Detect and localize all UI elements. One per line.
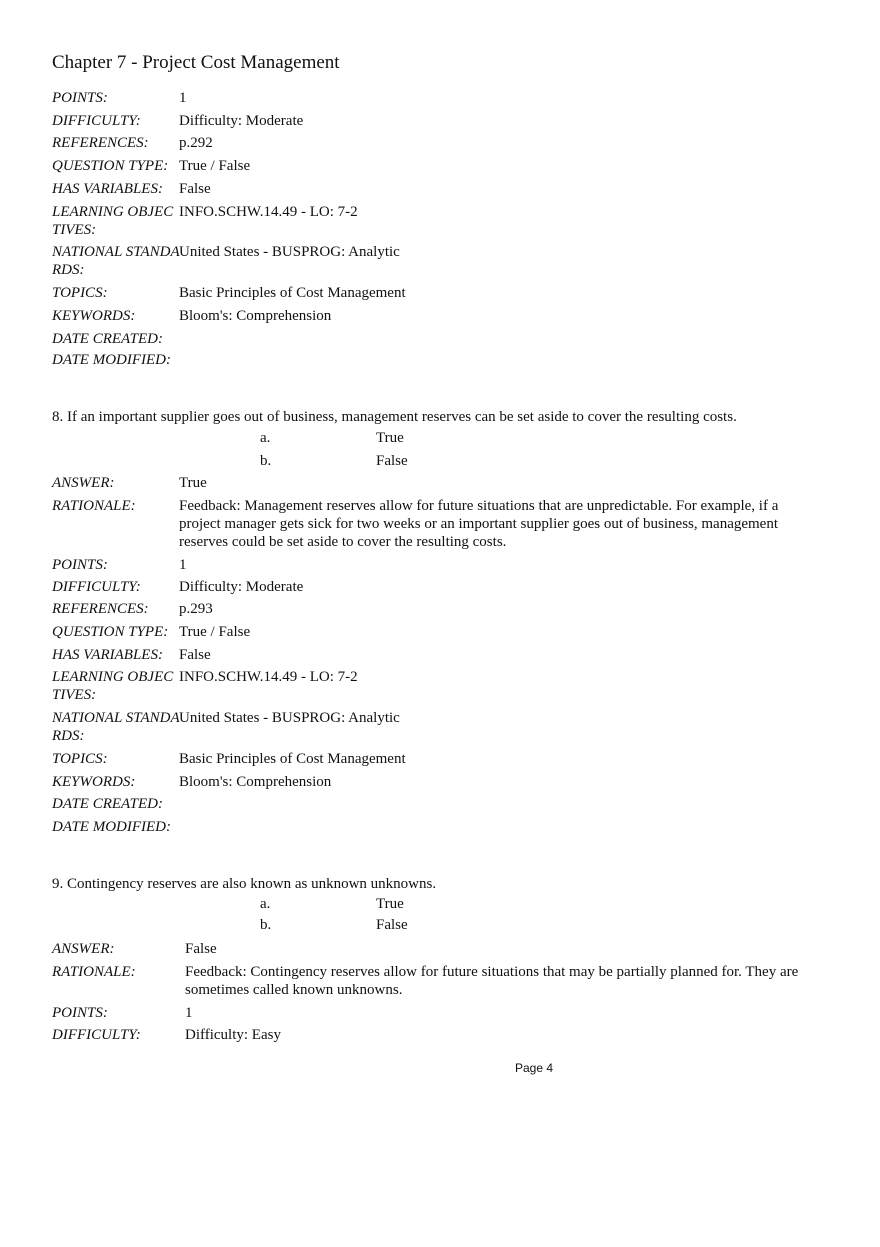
choice-text: False [376, 917, 408, 933]
rationale-value: Feedback: Management reserves allow for future situations that are unpredictable. For example, if a project manager gets sick for two weeks or an important supplier goes out of business, management reserves could be set aside to cover the resulting costs. [179, 498, 779, 550]
points-label: POINTS: [52, 1005, 108, 1021]
keywords-label: KEYWORDS: [52, 774, 136, 790]
topics-label: TOPICS: [52, 285, 108, 301]
references-label: REFERENCES: [52, 135, 149, 151]
learning-objectives-label: LEARNING OBJECTIVES: [52, 204, 174, 238]
topics-value: Basic Principles of Cost Management [179, 751, 406, 767]
learning-objectives-label: LEARNING OBJECTIVES: [52, 669, 174, 703]
has-variables-value: False [179, 181, 211, 197]
page-number: Page 4 [514, 1061, 554, 1075]
national-standards-value: United States - BUSPROG: Analytic [179, 244, 400, 260]
references-label: REFERENCES: [52, 601, 149, 617]
difficulty-label: DIFFICULTY: [52, 579, 141, 595]
keywords-label: KEYWORDS: [52, 308, 136, 324]
question-type-value: True / False [179, 624, 251, 640]
answer-label: ANSWER: [52, 941, 115, 957]
choice-text: True [376, 896, 404, 912]
choice-letter: b. [260, 917, 272, 933]
has-variables-label: HAS VARIABLES: [52, 647, 163, 663]
learning-objectives-value: INFO.SCHW.14.49 - LO: 7-2 [179, 669, 358, 685]
has-variables-value: False [179, 647, 211, 663]
choice-letter: b. [260, 453, 272, 469]
date-modified-label: DATE MODIFIED: [52, 819, 171, 835]
q8-question-text: 8. If an important supplier goes out of business, management reserves can be set aside to cover the resulting costs. [52, 409, 737, 425]
rationale-label: RATIONALE: [52, 964, 136, 980]
answer-value: True [179, 475, 207, 491]
choice-text: True [376, 430, 404, 446]
topics-label: TOPICS: [52, 751, 108, 767]
difficulty-value: Difficulty: Moderate [179, 113, 304, 129]
points-label: POINTS: [52, 557, 108, 573]
date-created-label: DATE CREATED: [52, 331, 163, 347]
answer-label: ANSWER: [52, 475, 115, 491]
q9-question-text: 9. Contingency reserves are also known as unknown unknowns. [52, 876, 437, 892]
choice-letter: a. [260, 896, 271, 912]
rationale-label: RATIONALE: [52, 498, 136, 514]
points-value: 1 [179, 557, 187, 573]
points-label: POINTS: [52, 90, 108, 106]
chapter-title: Chapter 7 - Project Cost Management [52, 52, 340, 73]
date-modified-label: DATE MODIFIED: [52, 352, 171, 368]
answer-value: False [185, 941, 217, 957]
keywords-value: Bloom's: Comprehension [179, 774, 332, 790]
points-value: 1 [185, 1005, 193, 1021]
choice-letter: a. [260, 430, 271, 446]
keywords-value: Bloom's: Comprehension [179, 308, 332, 324]
question-type-value: True / False [179, 158, 251, 174]
rationale-value: Feedback: Contingency reserves allow for future situations that may be partially planned for. They are sometimes called known unknowns. [185, 964, 799, 998]
national-standards-label: NATIONAL STANDARDS: [52, 244, 180, 278]
references-value: p.292 [179, 135, 213, 151]
difficulty-label: DIFFICULTY: [52, 113, 141, 129]
difficulty-value: Difficulty: Moderate [179, 579, 304, 595]
learning-objectives-value: INFO.SCHW.14.49 - LO: 7-2 [179, 204, 358, 220]
points-value: 1 [179, 90, 187, 106]
question-type-label: QUESTION TYPE: [52, 624, 169, 640]
topics-value: Basic Principles of Cost Management [179, 285, 406, 301]
has-variables-label: HAS VARIABLES: [52, 181, 163, 197]
question-type-label: QUESTION TYPE: [52, 158, 169, 174]
difficulty-value: Difficulty: Easy [185, 1027, 281, 1043]
national-standards-label: NATIONAL STANDARDS: [52, 710, 180, 744]
choice-text: False [376, 453, 408, 469]
national-standards-value: United States - BUSPROG: Analytic [179, 710, 400, 726]
date-created-label: DATE CREATED: [52, 796, 163, 812]
difficulty-label: DIFFICULTY: [52, 1027, 141, 1043]
references-value: p.293 [179, 601, 213, 617]
